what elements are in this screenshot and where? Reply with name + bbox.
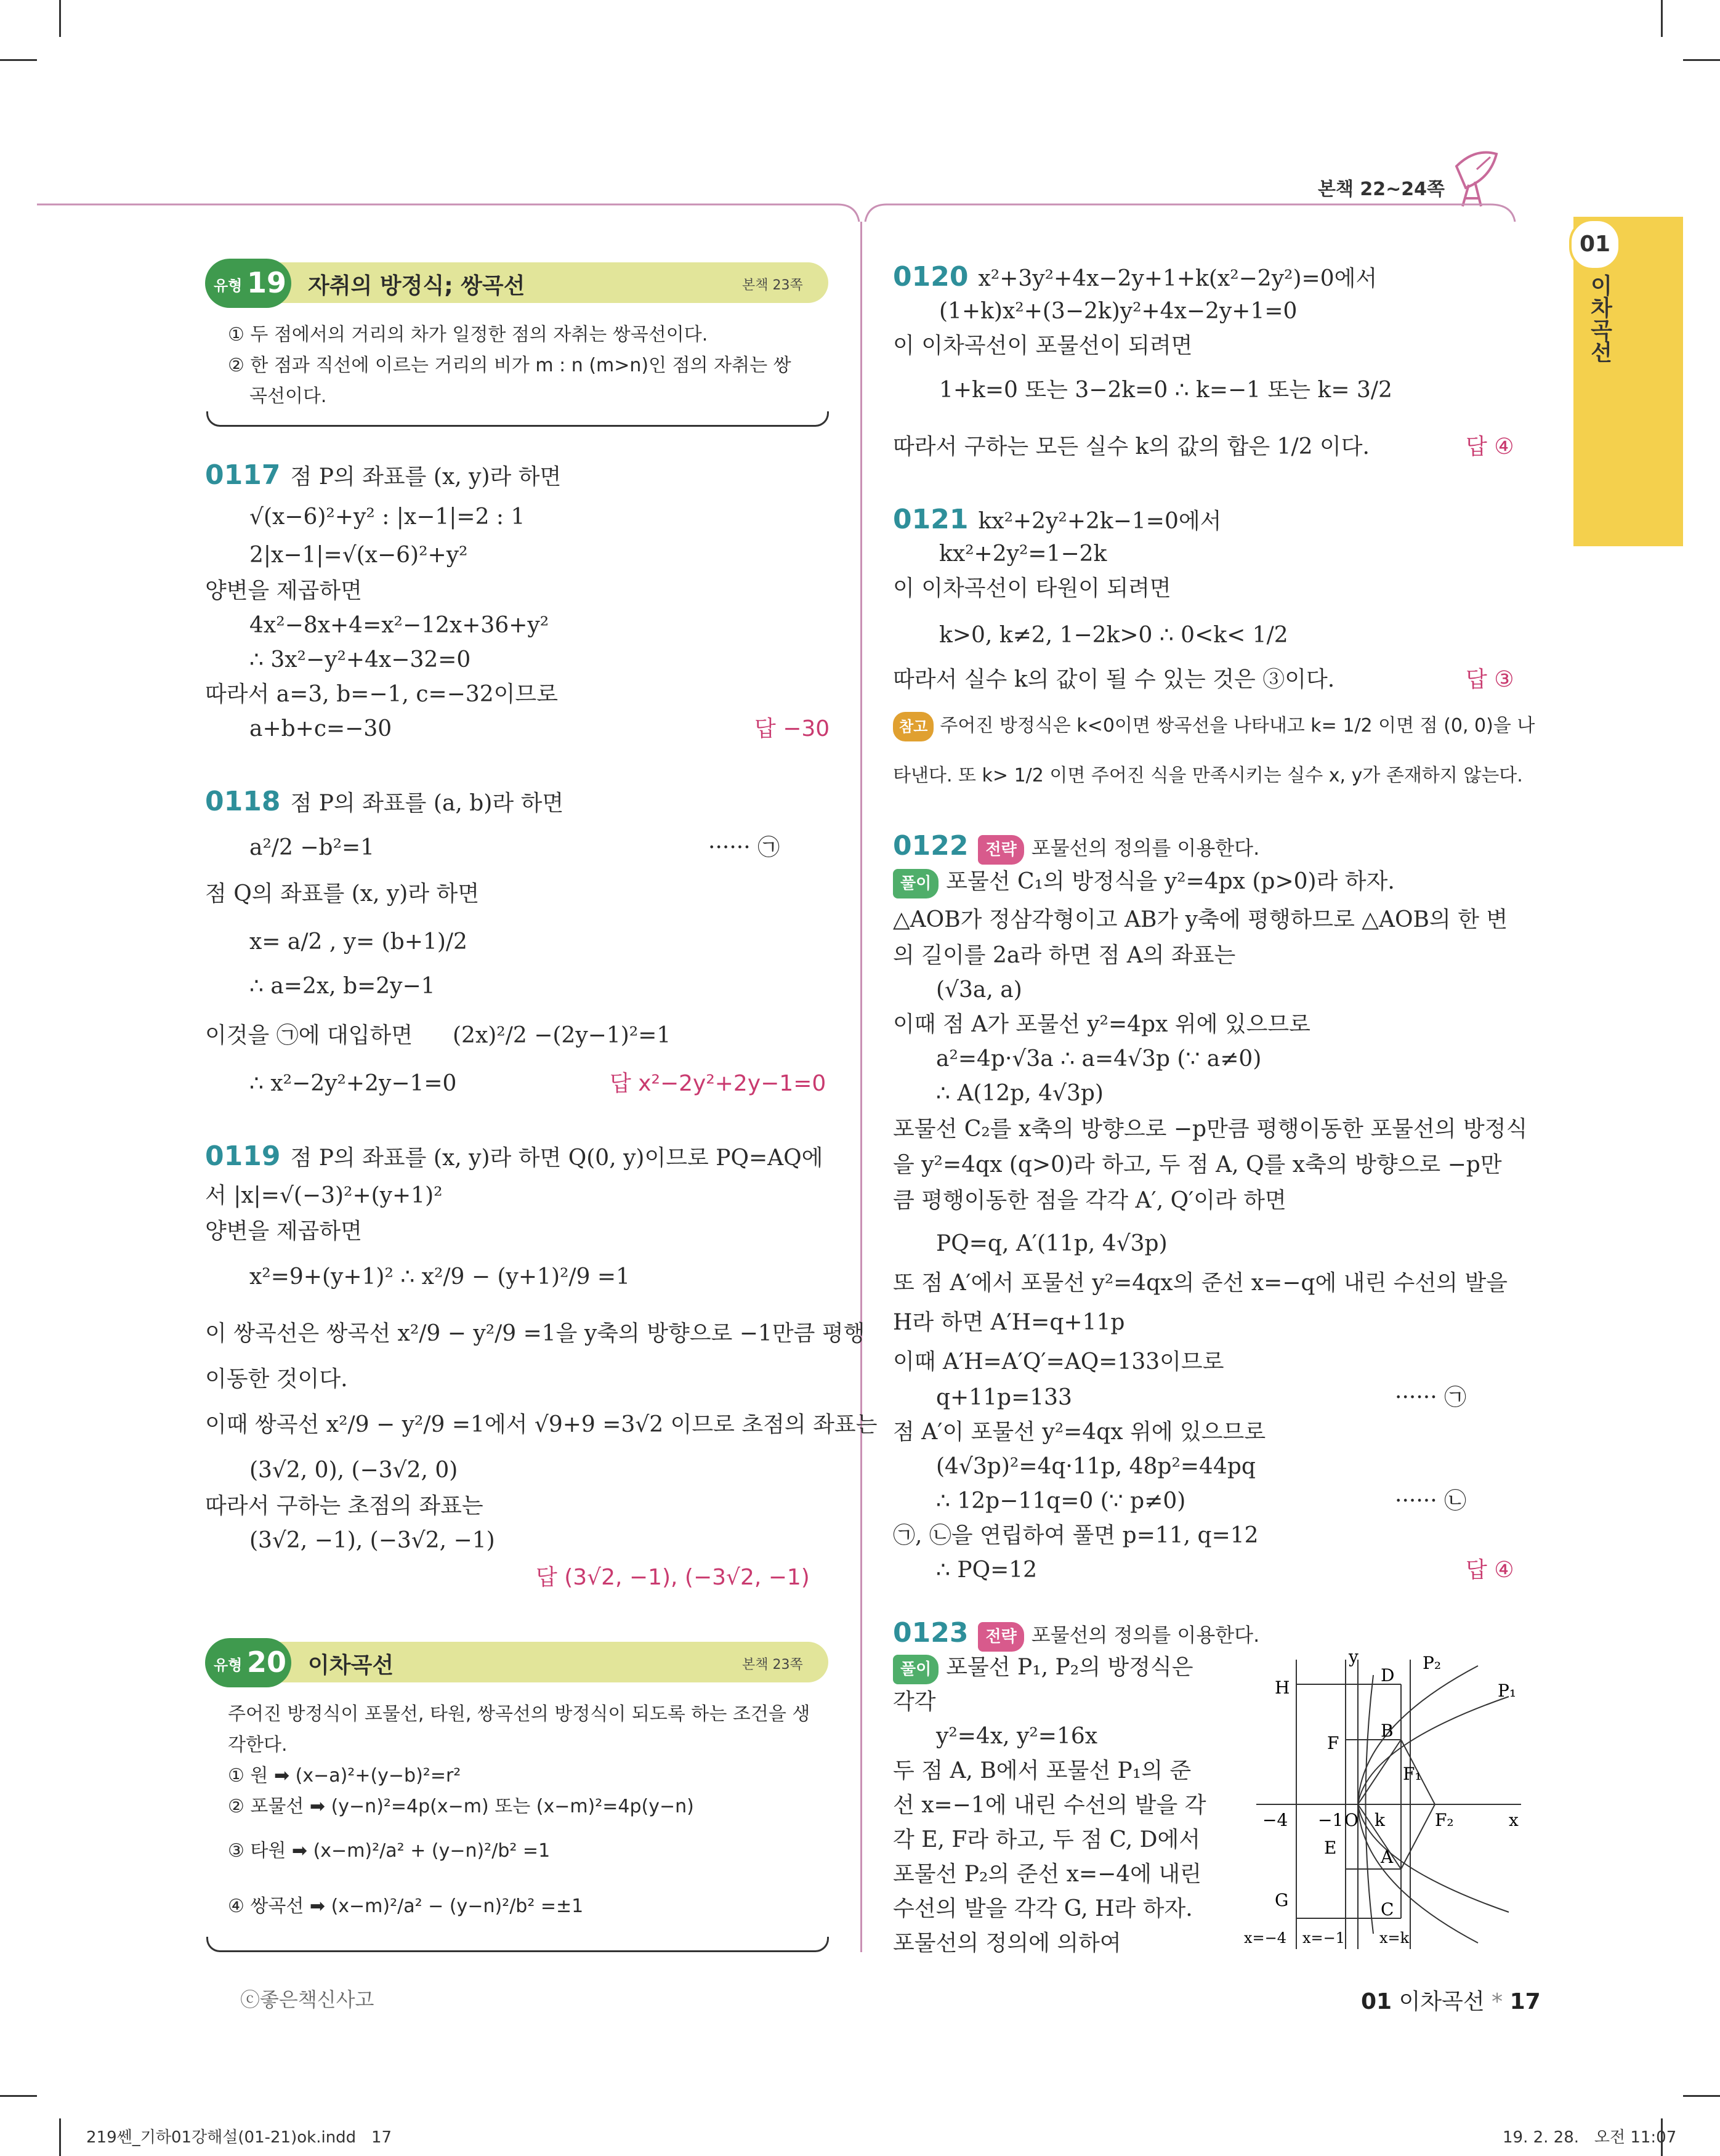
figure-label: B (1381, 1721, 1394, 1741)
text-line: 큼 평행이동한 점을 각각 A′, Q′이라 하면 (893, 1188, 1286, 1213)
figure-label: C (1381, 1899, 1394, 1920)
answer: 답 (3√2, −1), (−3√2, −1) (536, 1565, 810, 1590)
figure-label: x=−4 (1244, 1929, 1287, 1947)
footer-chapter-title: 이차곡선 (1399, 1989, 1485, 2014)
type19-number: 19 (247, 266, 287, 299)
type19-circle (205, 259, 291, 308)
strategy-text: 포물선의 정의를 이용한다. (1031, 836, 1260, 860)
text-line: 1+k=0 또는 3−2k=0 ∴ k=−1 또는 k= 3/2 (939, 378, 1392, 403)
solution-line (893, 1654, 1193, 1684)
type19-title: 자취의 방정식; 쌍곡선 (308, 273, 525, 299)
text-line: 포물선의 정의에 의하여 (893, 1931, 1121, 1956)
text-line: 이 이차곡선이 포물선이 되려면 (893, 333, 1193, 358)
text-line: (3√2, 0), (−3√2, 0) (249, 1458, 458, 1483)
text-line: 따라서 a=3, b=−1, c=−32이므로 (205, 682, 558, 707)
type20-banner (206, 1642, 828, 1682)
figure-label: F₁ (1403, 1764, 1422, 1784)
text-line: 따라서 구하는 모든 실수 k의 값의 합은 1/2 이다. (893, 434, 1370, 459)
answer: 답 ③ (1466, 667, 1514, 692)
answer: 답 ④ (1466, 1557, 1514, 1583)
figure-label: P₁ (1498, 1681, 1517, 1701)
problem-0117 (205, 459, 562, 491)
problem-number: 0122 (893, 830, 969, 862)
text-line: 이때 A′H=A′Q′=AQ=133이므로 (893, 1349, 1224, 1375)
text-line: (3√2, −1), (−3√2, −1) (249, 1528, 495, 1553)
footer-chapter: 01 (1361, 1989, 1392, 2014)
text-line: 이동한 것이다. (205, 1367, 348, 1392)
text-line: 2|x−1|=√(x−6)²+y² (249, 543, 468, 568)
text-line: 타낸다. 또 k> 1/2 이면 주어진 식을 만족시키는 실수 x, y가 존재하지 않는다. (893, 765, 1523, 786)
problem-0120 (893, 261, 1378, 293)
type20-circle (205, 1638, 291, 1687)
text-line: a²=4p·√3a ∴ a=4√3p (∵ a≠0) (936, 1046, 1262, 1072)
solution-line (893, 868, 1395, 898)
problem-number: 0117 (205, 459, 281, 491)
text-line: △AOB가 정삼각형이고 AB가 y축에 평행하므로 △AOB의 한 변 (893, 907, 1508, 932)
figure-label: x=−1 (1302, 1929, 1346, 1947)
type19-line: 곡선이다. (249, 386, 327, 407)
text-line: (1+k)x²+(3−2k)y²+4x−2y+1=0 (939, 299, 1298, 324)
text-line: H라 하면 A′H=q+11p (893, 1310, 1125, 1335)
text-line: k>0, k≠2, 1−2k>0 ∴ 0<k< 1/2 (939, 623, 1288, 648)
text-line: x= a/2 , y= (b+1)/2 (249, 929, 467, 955)
text-line: ∴ a=2x, b=2y−1 (249, 974, 435, 999)
figure-label: F₂ (1435, 1810, 1454, 1830)
figure-label: −4 (1262, 1810, 1288, 1830)
answer: 답 ④ (1466, 434, 1514, 459)
type19-line: ② 한 점과 직선에 이르는 거리의 비가 m : n (m>n)인 점의 자취는 쌍 (228, 355, 791, 376)
text-line: ∴ PQ=12 (936, 1557, 1038, 1583)
type20-line: 주어진 방정식이 포물선, 타원, 쌍곡선의 방정식이 되도록 하는 조건을 생 (228, 1703, 810, 1725)
figure-label: −1 (1318, 1810, 1344, 1830)
text-line: 서 |x|=√(−3)²+(y+1)² (205, 1183, 443, 1208)
text-line: a+b+c=−30 (249, 716, 392, 741)
crop-mark (1683, 2095, 1720, 2097)
figure-label: E (1324, 1838, 1337, 1858)
text-line: (√3a, a) (936, 977, 1022, 1003)
crop-mark (1661, 0, 1663, 37)
text-line: 주어진 방정식은 k<0이면 쌍곡선을 나타내고 k= 1/2 이면 점 (0, 0)을 나 (940, 715, 1535, 737)
footer-separator: * (1492, 1989, 1510, 2014)
text-line: 점 P의 좌표를 (x, y)라 하면 Q(0, y)이므로 PQ=AQ에 (290, 1145, 823, 1171)
figure-label: x (1509, 1810, 1519, 1830)
text-line: 포물선 P₂의 준선 x=−4에 내린 (893, 1862, 1201, 1887)
print-stamp: 19. 2. 28. 오전 11:07 (1503, 2128, 1677, 2147)
crop-mark (59, 0, 61, 37)
type20-line: ② 포물선 ➡ (y−n)²=4p(x−m) 또는 (x−m)²=4p(y−n) (228, 1796, 694, 1817)
text-line: 각각 (893, 1689, 936, 1714)
column-divider (860, 222, 862, 1952)
figure-label: F (1327, 1733, 1339, 1753)
text-line: 이 이차곡선이 타원이 되려면 (893, 576, 1171, 601)
figure-label: H (1275, 1678, 1290, 1698)
figure-label: y (1349, 1647, 1359, 1667)
figure-label: G (1275, 1890, 1289, 1910)
type20-ref: 본책 23쪽 (742, 1657, 803, 1673)
text-line: 이것을 ㉠에 대입하면 (205, 1023, 413, 1048)
text-line: ∴ x²−2y²+2y−1=0 (249, 1071, 457, 1096)
text-line: 포물선 C₂를 x축의 방향으로 −p만큼 평행이동한 포물선의 방정식 (893, 1116, 1528, 1142)
text-line: ㉠, ㉡을 연립하여 풀면 p=11, q=12 (893, 1523, 1259, 1548)
crop-mark (1683, 59, 1720, 61)
text-line: ∴ 3x²−y²+4x−32=0 (249, 647, 471, 672)
header-rule (0, 197, 1521, 234)
crop-mark (0, 2095, 37, 2097)
text-line: kx²+2y²=1−2k (939, 541, 1107, 567)
text-line: 포물선 C₁의 방정식을 y²=4px (p>0)라 하자. (946, 869, 1395, 894)
text-line: ······ ㉡ (1395, 1488, 1467, 1514)
text-line: 수선의 발을 각각 G, H라 하자. (893, 1896, 1193, 1921)
figure-label: k (1375, 1810, 1385, 1830)
page-number: 17 (1509, 1989, 1541, 2014)
problem-number: 0119 (205, 1141, 281, 1172)
strategy-badge: 전략 (978, 1622, 1024, 1652)
chapter-tab-label: 이차곡선 (1587, 274, 1612, 363)
text-line: √(x−6)²+y² : |x−1|=2 : 1 (249, 504, 525, 530)
type20-bracket (206, 1937, 829, 1952)
text-line: ∴ 12p−11q=0 (∵ p≠0) (936, 1488, 1186, 1514)
publisher: ⓒ좋은책신사고 (240, 1988, 374, 2011)
type20-prefix: 유형 (214, 1657, 243, 1674)
strategy-badge: 전략 (978, 835, 1024, 865)
text-line: 이 쌍곡선은 쌍곡선 x²/9 − y²/9 =1을 y축의 방향으로 −1만큼 평행 (205, 1321, 865, 1346)
problem-0121 (893, 506, 1221, 535)
text-line: 을 y²=4qx (q>0)라 하고, 두 점 A, Q를 x축의 방향으로 −p만 (893, 1152, 1502, 1177)
strategy-text: 포물선의 정의를 이용한다. (1031, 1623, 1260, 1647)
chapter-tab-number: 01 (1569, 219, 1621, 270)
problem-0122 (893, 830, 1260, 865)
problem-number: 0123 (893, 1617, 969, 1649)
page-footer (1361, 1984, 1541, 2016)
text-line: q+11p=133 (936, 1385, 1072, 1410)
text-line: 4x²−8x+4=x²−12x+36+y² (249, 613, 549, 638)
type20-title: 이차곡선 (308, 1653, 394, 1678)
note-line (893, 712, 1535, 741)
figure-label: A (1381, 1847, 1394, 1867)
text-line: 점 P의 좌표를 (x, y)라 하면 (290, 464, 562, 490)
note-badge: 참고 (893, 712, 934, 741)
text-line: 포물선 P₁, P₂의 방정식은 (946, 1655, 1193, 1680)
text-line: y²=4x, y²=16x (936, 1724, 1098, 1749)
file-info: 219쎈_기하01강해설(01-21)ok.indd 17 (86, 2128, 392, 2147)
text-line: 따라서 실수 k의 값이 될 수 있는 것은 ③이다. (893, 667, 1335, 692)
crop-mark (59, 2118, 61, 2156)
parabola-figure (1244, 1647, 1527, 1955)
text-line: 각 E, F라 하고, 두 점 C, D에서 (893, 1827, 1201, 1852)
type19-bracket (206, 411, 829, 427)
text-line: PQ=q, A′(11p, 4√3p) (936, 1231, 1168, 1256)
type20-number: 20 (247, 1645, 287, 1679)
answer: 답 −30 (754, 716, 830, 741)
text-line: x²+3y²+4x−2y+1+k(x²−2y²)=0에서 (978, 266, 1378, 291)
problem-number: 0118 (205, 786, 281, 817)
text-line: 두 점 A, B에서 포물선 P₁의 준 (893, 1758, 1192, 1783)
figure-label: x=k (1379, 1929, 1410, 1947)
text-line: 양변을 제곱하면 (205, 578, 362, 604)
solution-badge: 풀이 (893, 869, 939, 898)
problem-number: 0121 (893, 504, 969, 535)
text-line: (4√3p)²=4q·11p, 48p²=44pq (936, 1454, 1256, 1479)
type20-line: ① 원 ➡ (x−a)²+(y−b)²=r² (228, 1765, 461, 1787)
text-line: ∴ A(12p, 4√3p) (936, 1081, 1104, 1106)
text-line: 양변을 제곱하면 (205, 1219, 362, 1244)
problem-0123 (893, 1617, 1260, 1652)
figure-label: D (1381, 1665, 1395, 1686)
text-line: kx²+2y²+2k−1=0에서 (978, 509, 1222, 534)
text-line: 따라서 구하는 초점의 좌표는 (205, 1493, 483, 1519)
figure-label: O (1344, 1810, 1359, 1830)
text-line: ······ ㉠ (708, 835, 780, 860)
type20-line: ③ 타원 ➡ (x−m)²/a² + (y−n)²/b² =1 (228, 1840, 551, 1862)
text-line: 또 점 A′에서 포물선 y²=4qx의 준선 x=−q에 내린 수선의 발을 (893, 1270, 1508, 1296)
text-line: 이때 점 A가 포물선 y²=4px 위에 있으므로 (893, 1012, 1310, 1037)
page-ref: 본책 22~24쪽 (1318, 179, 1445, 200)
type19-ref: 본책 23쪽 (742, 278, 803, 293)
problem-number: 0120 (893, 261, 969, 293)
text-line: 선 x=−1에 내린 수선의 발을 각 (893, 1793, 1206, 1818)
crop-mark (0, 59, 37, 61)
text-line: ······ ㉠ (1395, 1385, 1467, 1410)
text-line: 점 A′이 포물선 y²=4qx 위에 있으므로 (893, 1419, 1266, 1445)
text-line: 의 길이를 2a라 하면 점 A의 좌표는 (893, 943, 1236, 968)
type20-line: ④ 쌍곡선 ➡ (x−m)²/a² − (y−n)²/b² =±1 (228, 1896, 584, 1917)
type19-prefix: 유형 (214, 277, 243, 294)
type20-line: 각한다. (228, 1734, 288, 1756)
figure-label: P₂ (1423, 1653, 1442, 1673)
solution-badge: 풀이 (893, 1655, 939, 1684)
text-line: 점 Q의 좌표를 (x, y)라 하면 (205, 881, 480, 906)
text-line: a²/2 −b²=1 (249, 835, 375, 860)
text-line: 이때 쌍곡선 x²/9 − y²/9 =1에서 √9+9 =3√2 이므로 초점의 좌표는 (205, 1412, 878, 1437)
text-line: 점 P의 좌표를 (a, b)라 하면 (290, 791, 564, 816)
type19-line: ① 두 점에서의 거리의 차가 일정한 점의 자취는 쌍곡선이다. (228, 324, 708, 345)
problem-0119 (205, 1143, 823, 1172)
problem-0118 (205, 788, 563, 817)
text-line: x²=9+(y+1)² ∴ x²/9 − (y+1)²/9 =1 (249, 1264, 630, 1290)
text-line: (2x)²/2 −(2y−1)²=1 (453, 1023, 671, 1048)
answer: 답 x²−2y²+2y−1=0 (610, 1071, 826, 1096)
